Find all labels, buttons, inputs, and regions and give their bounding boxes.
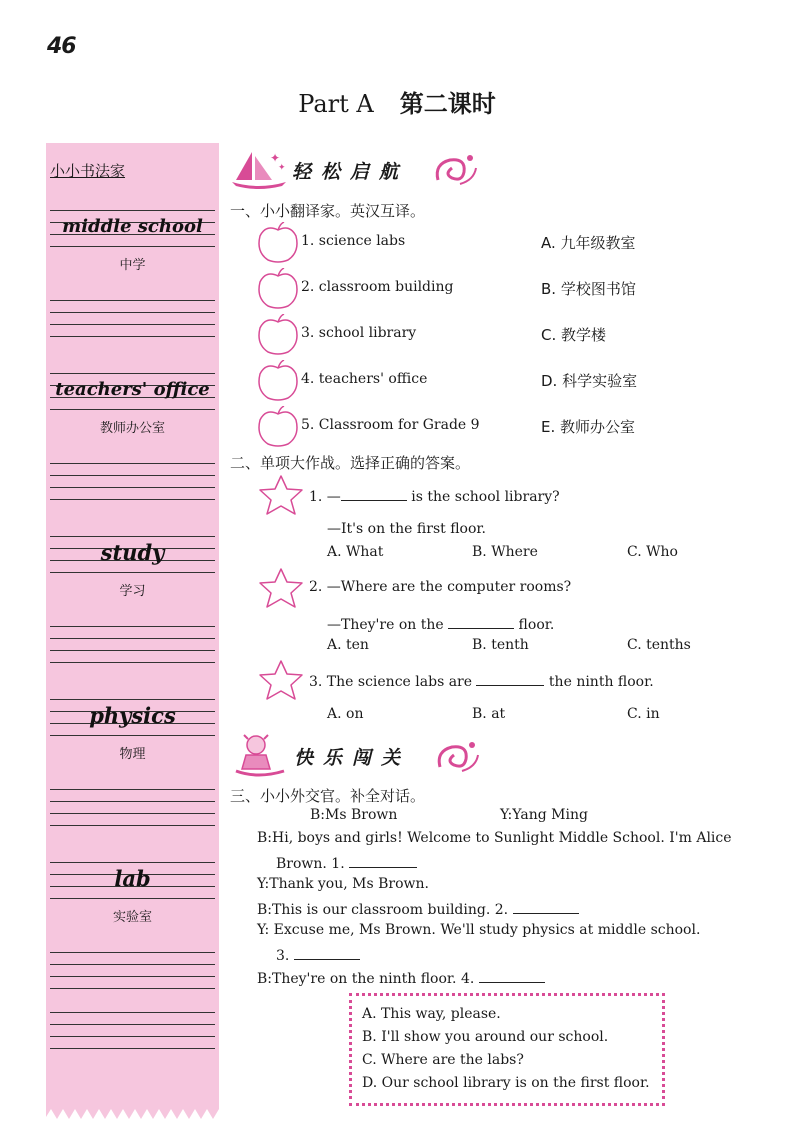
banner-challenge xyxy=(230,733,480,775)
dialogue-line: Y:Thank you, Ms Brown. xyxy=(257,876,429,892)
option: A. What xyxy=(327,544,384,560)
apple-icon xyxy=(256,222,300,264)
role-yang: Y:Yang Ming xyxy=(500,807,588,823)
svg-text:✦: ✦ xyxy=(270,151,281,165)
sidebar-word: teachers' office xyxy=(55,379,210,400)
option: C. in xyxy=(627,706,660,722)
translate-item-left: 4. teachers' office xyxy=(301,371,428,387)
translate-item-right: A. 九年级教室 xyxy=(541,234,636,252)
swirl-ornament-icon xyxy=(432,737,482,777)
sidebar-word: study xyxy=(100,540,165,565)
dialogue-line: B:This is our classroom building. 2. xyxy=(257,899,579,918)
dialogue-option: A. This way, please. xyxy=(362,1006,501,1022)
dialogue-option: D. Our school library is on the first floor. xyxy=(362,1075,650,1091)
page-number: 46 xyxy=(47,34,76,59)
sidebar-title: 小小书法家 xyxy=(50,162,126,180)
sidebar-zigzag-edge xyxy=(46,1107,219,1119)
calligraphy-sidebar xyxy=(46,143,219,1109)
sidebar-meaning: 学习 xyxy=(119,584,146,599)
translate-item-left: 5. Classroom for Grade 9 xyxy=(301,417,480,433)
dialogue-line: Y: Excuse me, Ms Brown. We'll study physics at middle school. xyxy=(257,922,701,938)
dialogue-line: 3. xyxy=(276,945,360,964)
option: B. tenth xyxy=(472,637,529,653)
svg-text:✦: ✦ xyxy=(278,163,286,173)
banner-challenge-title: 快乐闯关 xyxy=(294,747,411,769)
option: A. on xyxy=(327,706,364,722)
child-mascot-icon xyxy=(232,733,288,777)
dialogue-options-box xyxy=(349,993,665,1106)
answer-blank[interactable] xyxy=(513,899,579,914)
option: C. Who xyxy=(627,544,678,560)
star-icon xyxy=(256,473,306,517)
sailboat-icon xyxy=(230,148,290,190)
option: B. at xyxy=(472,706,506,722)
dialogue-option: C. Where are the labs? xyxy=(362,1052,524,1068)
apple-icon xyxy=(256,406,300,448)
sidebar-word: physics xyxy=(89,703,176,728)
sidebar-word: middle school xyxy=(62,216,203,237)
answer-blank[interactable] xyxy=(479,968,545,983)
dialogue-line: B:Hi, boys and girls! Welcome to Sunlight Middle School. I'm Alice xyxy=(257,830,732,846)
choice-q1: 1. — is the school library? xyxy=(309,486,560,505)
star-icon xyxy=(256,658,306,702)
translate-item-right: B. 学校图书馆 xyxy=(541,280,636,298)
answer-blank[interactable] xyxy=(294,945,360,960)
section2-heading: 二、单项大作战。选择正确的答案。 xyxy=(230,454,471,472)
section1-heading: 一、小小翻译家。英汉互译。 xyxy=(230,202,426,220)
choice-q3: 3. The science labs are the ninth floor. xyxy=(309,671,654,690)
answer-blank[interactable] xyxy=(476,671,544,686)
page-title xyxy=(0,84,794,119)
answer-blank[interactable] xyxy=(349,853,417,868)
lesson-label: 第二课时 xyxy=(399,90,496,118)
choice-q2-reply: —They're on the floor. xyxy=(327,614,554,633)
option: B. Where xyxy=(472,544,538,560)
banner-start xyxy=(230,148,480,190)
dialogue-option: B. I'll show you around our school. xyxy=(362,1029,609,1045)
choice-q1-reply: —It's on the first floor. xyxy=(327,521,487,537)
part-label: Part A xyxy=(298,90,374,118)
section3-heading: 三、小小外交官。补全对话。 xyxy=(230,787,426,805)
dialogue-line: Brown. 1. xyxy=(276,853,417,872)
translate-item-left: 1. science labs xyxy=(301,233,406,249)
banner-start-title: 轻松启航 xyxy=(292,161,409,183)
role-brown: B:Ms Brown xyxy=(310,807,398,823)
option: A. ten xyxy=(327,637,369,653)
option: C. tenths xyxy=(627,637,691,653)
sidebar-meaning: 教师办公室 xyxy=(99,421,165,436)
sidebar-meaning: 实验室 xyxy=(112,910,152,925)
translate-item-right: C. 教学楼 xyxy=(541,326,607,344)
sidebar-meaning: 物理 xyxy=(119,747,146,762)
sidebar-meaning: 中学 xyxy=(119,258,146,273)
apple-icon xyxy=(256,268,300,310)
translate-item-left: 2. classroom building xyxy=(301,279,454,295)
answer-blank[interactable] xyxy=(448,614,514,629)
star-icon xyxy=(256,566,306,610)
dialogue-line: B:They're on the ninth floor. 4. xyxy=(257,968,545,987)
apple-icon xyxy=(256,360,300,402)
sidebar-word: lab xyxy=(114,866,151,891)
swirl-ornament-icon xyxy=(430,150,480,190)
apple-icon xyxy=(256,314,300,356)
translate-item-left: 3. school library xyxy=(301,325,417,341)
choice-q2: 2. —Where are the computer rooms? xyxy=(309,579,572,595)
translate-item-right: E. 教师办公室 xyxy=(541,418,636,436)
translate-item-right: D. 科学实验室 xyxy=(541,372,638,390)
answer-blank[interactable] xyxy=(341,486,407,501)
